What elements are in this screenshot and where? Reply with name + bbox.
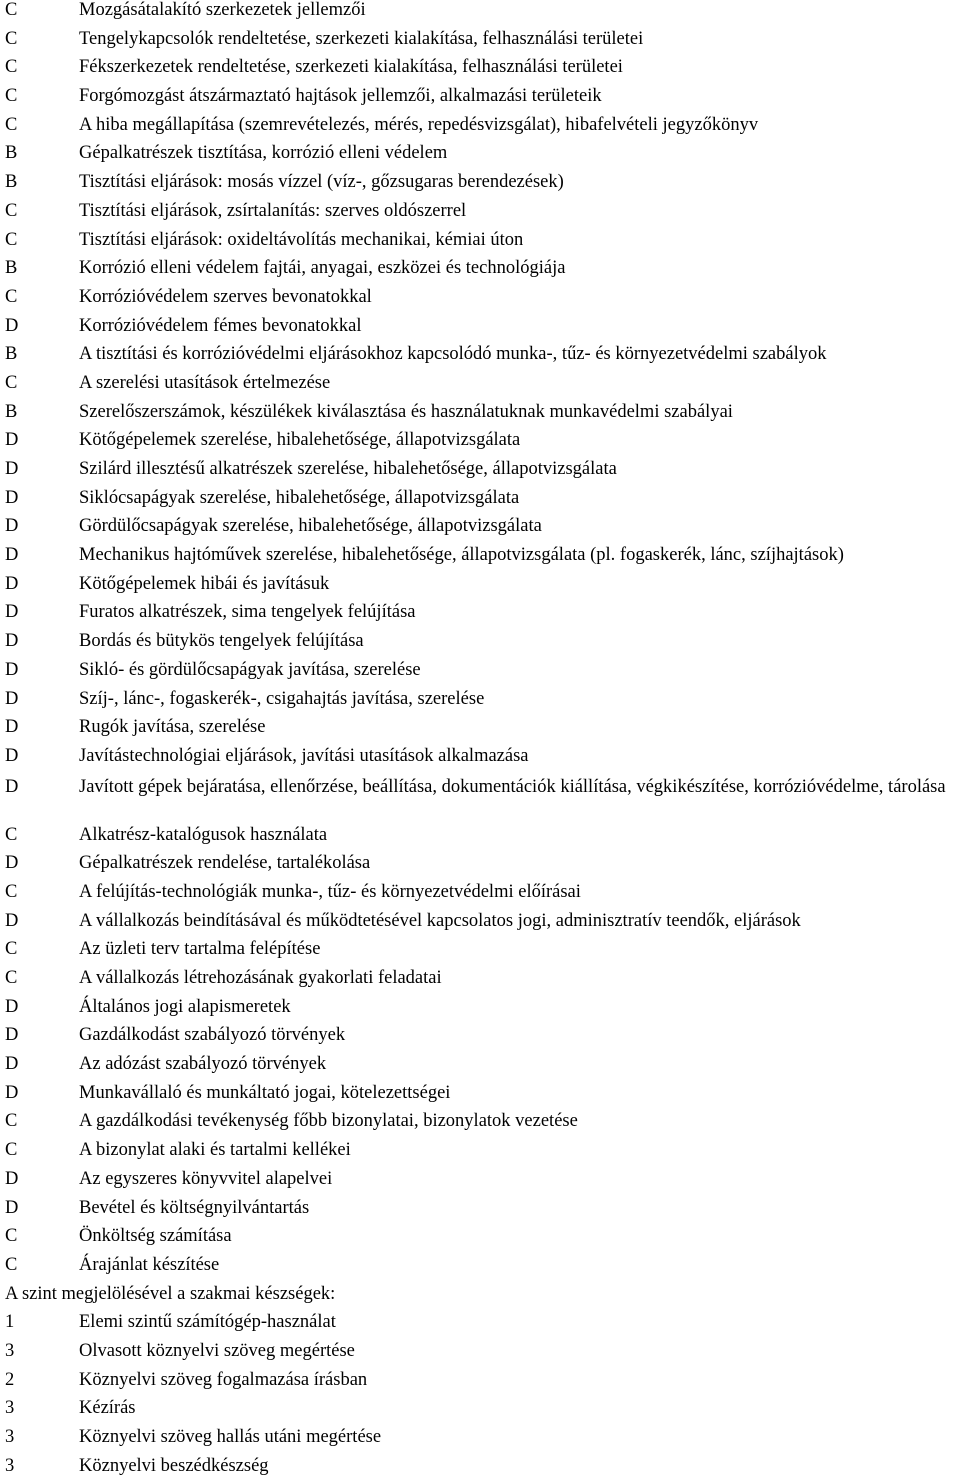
competency-row [0,968,960,997]
level-code: 2 [5,1369,15,1390]
item-text: Szerelőszerszámok, készülékek kiválasztása és használatuknak munkavédelmi szabályai [79,401,733,422]
competency-row [0,997,960,1026]
level-code: C [5,86,18,107]
level-code: C [5,286,18,307]
item-text: Alkatrész-katalógusok használata [79,824,328,845]
level-code: D [5,516,19,537]
skill-row [0,1370,960,1399]
level-code: B [5,344,18,365]
competency-row [0,516,960,545]
competency-row [0,825,960,854]
skill-row [0,1456,960,1484]
level-code: B [5,172,18,193]
level-code: D [5,688,19,709]
item-text: Tisztítási eljárások: mosás vízzel (víz-, gőzsugaras berendezések) [79,172,564,193]
item-text: Köznyelvi szöveg fogalmazása írásban [79,1369,368,1390]
level-code: C [5,229,18,250]
competency-row [0,939,960,968]
level-code: D [5,659,19,680]
item-text: Szíj-, lánc-, fogaskerék-, csigahajtás javítása, szerelése [79,688,485,709]
level-code: C [5,1140,18,1161]
level-code: D [5,745,19,766]
item-text: Önköltség számítása [79,1226,232,1247]
level-code: C [5,200,18,221]
level-code: B [5,401,18,422]
competency-row [0,853,960,882]
competency-level: D [5,776,19,797]
item-text: Köznyelvi beszédkészség [79,1455,269,1476]
competency-row [0,172,960,201]
competency-row [0,488,960,517]
item-text: Bevétel és költségnyilvántartás [79,1197,310,1218]
level-code: C [5,939,18,960]
level-code: D [5,1082,19,1103]
level-code: D [5,545,19,566]
level-code: D [5,315,19,336]
skill-row [0,1341,960,1370]
level-code: D [5,1054,19,1075]
level-code: D [5,573,19,594]
item-text: Kötőgépelemek szerelése, hibalehetősége, állapotvizsgálata [79,430,521,451]
item-text: Gördülőcsapágyak szerelése, hibalehetősége, állapotvizsgálata [79,516,542,537]
level-code: D [5,910,19,931]
competency-row [0,86,960,115]
skills-heading: A szint megjelölésével a szakmai készségek: [5,1283,336,1304]
competency-paragraph [5,775,955,800]
level-code: D [5,487,19,508]
item-text: A bizonylat alaki és tartalmi kellékei [79,1140,351,1161]
item-text: Siklócsapágyak szerelése, hibalehetősége, állapotvizsgálata [79,487,520,508]
item-text: Gépalkatrészek rendelése, tartalékolása [79,853,371,874]
item-text: A hiba megállapítása (szemrevételezés, mérés, repedésvizsgálat), hibafelvételi jegyzőkönyv [79,114,759,135]
competency-row [0,29,960,58]
competency-row [0,660,960,689]
level-code: 3 [5,1340,15,1361]
skill-row [0,1312,960,1341]
competency-row [0,57,960,86]
item-text: Bordás és bütykös tengelyek felújítása [79,631,364,652]
item-text: Forgómozgást átszármaztató hajtások jellemzői, alkalmazási területeik [79,86,602,107]
competency-row [0,373,960,402]
level-code: 3 [5,1455,15,1476]
level-code: D [5,996,19,1017]
competency-row [0,1054,960,1083]
competency-row [0,746,960,775]
competency-row [0,1083,960,1112]
item-text: Az egyszeres könyvvitel alapelvei [79,1168,333,1189]
level-code: B [5,258,18,279]
item-text: Kézírás [79,1398,136,1419]
level-code: D [5,430,19,451]
level-code: C [5,114,18,135]
item-text: Rugók javítása, szerelése [79,717,266,738]
competency-row [0,201,960,230]
level-code: C [5,0,18,20]
competency-row [0,143,960,172]
item-text: Mozgásátalakító szerkezetek jellemzői [79,0,366,20]
competency-row [0,631,960,660]
competency-row [0,115,960,144]
item-text: Kötőgépelemek hibái és javításuk [79,573,330,594]
item-text: Az üzleti terv tartalma felépítése [79,939,321,960]
level-code: C [5,28,18,49]
item-text: Korrózióvédelem szerves bevonatokkal [79,286,372,307]
skill-row [0,1427,960,1456]
item-text: Tisztítási eljárások, zsírtalanítás: szerves oldószerrel [79,200,467,221]
level-code: D [5,1168,19,1189]
item-text: Furatos alkatrészek, sima tengelyek felújítása [79,602,416,623]
item-text: Sikló- és gördülőcsapágyak javítása, szerelése [79,659,421,680]
skill-row [0,1398,960,1427]
competency-text: Javított gépek bejáratása, ellenőrzése, beállítása, dokumentációk kiállítása, végkikészítése, korrózióvédelme, tárolása [79,776,946,797]
item-text: Gépalkatrészek tisztítása, korrózió elleni védelem [79,143,448,164]
level-code: 3 [5,1398,15,1419]
item-text: Munkavállaló és munkáltató jogai, kötelezettségei [79,1082,451,1103]
competency-row [0,545,960,574]
competency-row [0,1025,960,1054]
level-code: D [5,459,19,479]
item-text: Az adózást szabályozó törvények [79,1054,327,1075]
level-code: B [5,143,18,164]
competency-row [0,402,960,431]
level-code: D [5,602,19,623]
competency-row [0,1140,960,1169]
competency-row [0,882,960,911]
level-code: 3 [5,1427,15,1447]
item-text: Köznyelvi szöveg hallás utáni megértése [79,1427,382,1447]
item-text: A vállalkozás létrehozásának gyakorlati feladatai [79,968,442,988]
item-text: Korrózióvédelem fémes bevonatokkal [79,315,362,336]
item-text: Fékszerkezetek rendeltetése, szerkezeti kialakítása, felhasználási területei [79,57,623,78]
item-text: Gazdálkodást szabályozó törvények [79,1025,346,1046]
item-text: Elemi szintű számítógép-használat [79,1312,336,1333]
competency-row [0,1255,960,1284]
competency-row [0,287,960,316]
level-code: C [5,824,18,845]
item-text: A tisztítási és korrózióvédelmi eljárásokhoz kapcsolódó munka-, tűz- és környezetvédelmi szabályok [79,344,827,365]
level-code: C [5,1111,18,1132]
competency-list-continued [0,825,960,1284]
competency-row [0,1198,960,1227]
skills-list [0,1312,960,1484]
competency-row [0,717,960,746]
competency-row [0,344,960,373]
item-text: Tisztítási eljárások: oxideltávolítás mechanikai, kémiai úton [79,229,524,250]
item-text: Árajánlat készítése [79,1254,220,1275]
level-code: D [5,1197,19,1218]
item-text: A felújítás-technológiák munka-, tűz- és környezetvédelmi előírásai [79,881,581,902]
competency-row [0,602,960,631]
competency-row [0,574,960,603]
level-code: D [5,631,19,652]
item-text: Olvasott köznyelvi szöveg megértése [79,1340,355,1361]
level-code: C [5,881,18,902]
competency-row [0,316,960,345]
level-code: C [5,1254,18,1275]
item-text: A vállalkozás beindításával és működtetésével kapcsolatos jogi, adminisztratív teendők, eljárások [79,910,801,931]
level-code: D [5,1025,19,1046]
item-text: Javítástechnológiai eljárások, javítási utasítások alkalmazása [79,745,529,766]
level-code: C [5,1226,18,1247]
level-code: D [5,853,19,874]
competency-row-wrapped [0,775,960,825]
competency-row [0,459,960,488]
competency-row [0,430,960,459]
item-text: A szerelési utasítások értelmezése [79,372,331,393]
item-text: Tengelykapcsolók rendeltetése, szerkezeti kialakítása, felhasználási területei [79,28,644,49]
competency-row [0,1226,960,1255]
item-text: Általános jogi alapismeretek [79,996,291,1017]
competency-row [0,0,960,29]
item-text: Szilárd illesztésű alkatrészek szerelése, hibalehetősége, állapotvizsgálata [79,459,617,479]
level-code: D [5,717,19,738]
level-code: C [5,372,18,393]
level-code: C [5,968,18,988]
competency-row [0,1169,960,1198]
competency-row [0,689,960,718]
competency-row [0,230,960,259]
competency-row [0,911,960,940]
level-code: C [5,57,18,78]
competency-row [0,1111,960,1140]
item-text: Korrózió elleni védelem fajtái, anyagai, eszközei és technológiája [79,258,566,279]
competency-row [0,258,960,287]
item-text: A gazdálkodási tevékenység főbb bizonylatai, bizonylatok vezetése [79,1111,578,1132]
item-text: Mechanikus hajtóművek szerelése, hibalehetősége, állapotvizsgálata (pl. fogaskerék, lánc, szíjhajtások) [79,545,844,566]
level-code: 1 [5,1312,15,1333]
